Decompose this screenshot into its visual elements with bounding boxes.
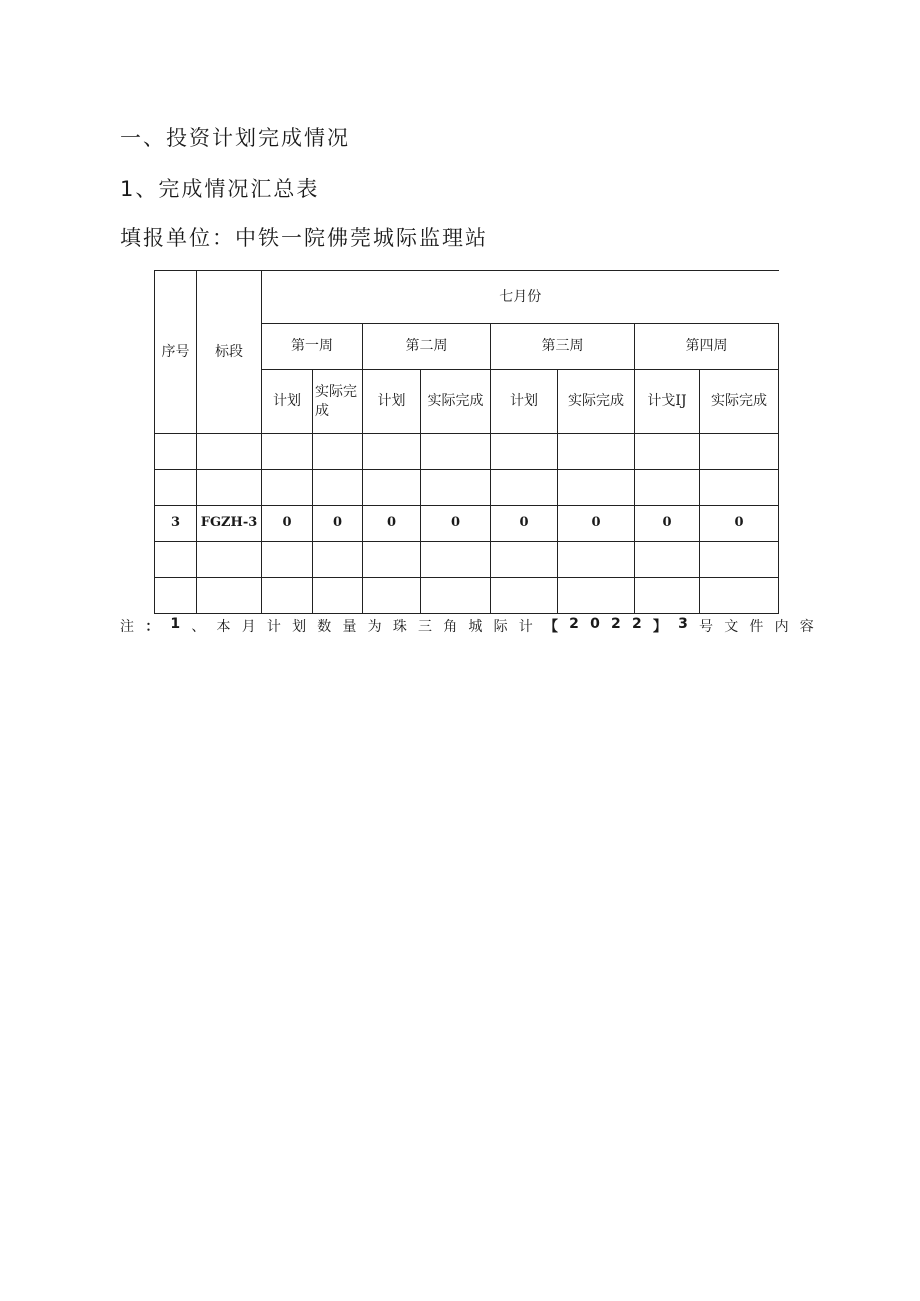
header-week-2: 第二周 [363, 324, 491, 370]
note-char: 【 [543, 619, 558, 635]
note-char: 本 [216, 619, 231, 635]
table-cell: 0 [558, 506, 635, 542]
header-month: 七月份 [262, 271, 779, 324]
table-cell [313, 470, 363, 506]
subsection-title: 1、完成情况汇总表 [120, 177, 320, 201]
note-char: ： [145, 619, 160, 635]
table-cell [155, 578, 197, 614]
table-cell [363, 434, 421, 470]
table-cell [363, 470, 421, 506]
header-plan: 计划 [363, 370, 421, 434]
note-char: 2 [569, 616, 579, 632]
table-cell [262, 542, 313, 578]
header-week-3: 第三周 [491, 324, 635, 370]
table-cell [262, 434, 313, 470]
header-actual: 实际完成 [700, 370, 779, 434]
table-cell [313, 542, 363, 578]
note-char: 月 [241, 619, 256, 635]
table-cell [558, 434, 635, 470]
table-cell [155, 470, 197, 506]
note-char: 三 [418, 619, 432, 635]
table-cell [635, 542, 700, 578]
note-char: 计 [266, 619, 281, 635]
header-plan: 计划 [262, 370, 313, 434]
note-char: 3 [678, 616, 688, 632]
table-note [120, 616, 814, 636]
note-char: 量 [342, 619, 357, 635]
table-row [155, 542, 779, 578]
section-title: 一、投资计划完成情况 [120, 126, 350, 150]
note-char: 数 [317, 619, 332, 635]
table-cell [197, 542, 262, 578]
table-body [155, 434, 779, 614]
table-cell [155, 434, 197, 470]
table-row [155, 578, 779, 614]
table-cell [155, 542, 197, 578]
table-cell: 0 [421, 506, 491, 542]
note-char: 件 [749, 619, 764, 635]
note-char: 文 [724, 619, 739, 635]
note-char: 号 [699, 619, 713, 635]
table-cell: 0 [700, 506, 779, 542]
table-cell: FGZH-3 [197, 506, 262, 542]
note-char: 城 [468, 619, 483, 635]
header-plan: 计划 [491, 370, 558, 434]
table-cell [491, 542, 558, 578]
table-cell: 3 [155, 506, 197, 542]
table-cell [491, 434, 558, 470]
table-cell [491, 578, 558, 614]
table-cell: 0 [313, 506, 363, 542]
table-cell [262, 578, 313, 614]
table-cell: 0 [491, 506, 558, 542]
table-cell [262, 470, 313, 506]
table-row [155, 434, 779, 470]
note-char: 】 [652, 619, 667, 635]
note-char: 注 [120, 619, 134, 635]
note-char: 0 [590, 616, 600, 632]
table-cell [421, 470, 491, 506]
table-cell [197, 578, 262, 614]
header-actual: 实际完成 [313, 370, 363, 434]
note-char: 为 [367, 619, 382, 635]
header-actual: 实际完成 [421, 370, 491, 434]
table-cell [635, 470, 700, 506]
note-char: 角 [443, 619, 458, 635]
table-cell [421, 578, 491, 614]
note-char: 2 [631, 616, 642, 632]
table-cell [197, 470, 262, 506]
header-plan: 计戈IJ [635, 370, 700, 434]
table-cell [313, 578, 363, 614]
note-char: 、 [191, 619, 206, 635]
note-char: 划 [292, 619, 307, 635]
table-cell [363, 578, 421, 614]
table-cell [700, 434, 779, 470]
note-char: 际 [493, 619, 508, 635]
table-cell [558, 542, 635, 578]
header-actual: 实际完成 [558, 370, 635, 434]
note-char: 1 [170, 616, 181, 632]
table-cell [313, 434, 363, 470]
header-seq: 序号 [155, 271, 197, 434]
table-cell [635, 578, 700, 614]
note-char: 2 [611, 616, 621, 632]
header-section: 标段 [197, 271, 262, 434]
note-char: 容 [799, 619, 814, 635]
table-row [155, 506, 779, 542]
header-week-4: 第四周 [635, 324, 779, 370]
reporting-unit: 填报单位：中铁一院佛莞城际监理站 [120, 226, 488, 250]
table-row [155, 470, 779, 506]
table-cell [700, 470, 779, 506]
note-char: 珠 [392, 619, 407, 635]
table-cell [421, 542, 491, 578]
table-cell [363, 542, 421, 578]
table-cell: 0 [262, 506, 313, 542]
table-cell [558, 470, 635, 506]
completion-summary-table [154, 270, 779, 614]
table-cell [700, 578, 779, 614]
table-cell [491, 470, 558, 506]
header-week-1: 第一周 [262, 324, 363, 370]
note-char: 内 [774, 619, 789, 635]
table-cell [558, 578, 635, 614]
table-cell [197, 434, 262, 470]
table-cell [635, 434, 700, 470]
table-cell: 0 [635, 506, 700, 542]
table-cell [421, 434, 491, 470]
table-cell: 0 [363, 506, 421, 542]
note-char: 计 [518, 619, 533, 635]
table-cell [700, 542, 779, 578]
